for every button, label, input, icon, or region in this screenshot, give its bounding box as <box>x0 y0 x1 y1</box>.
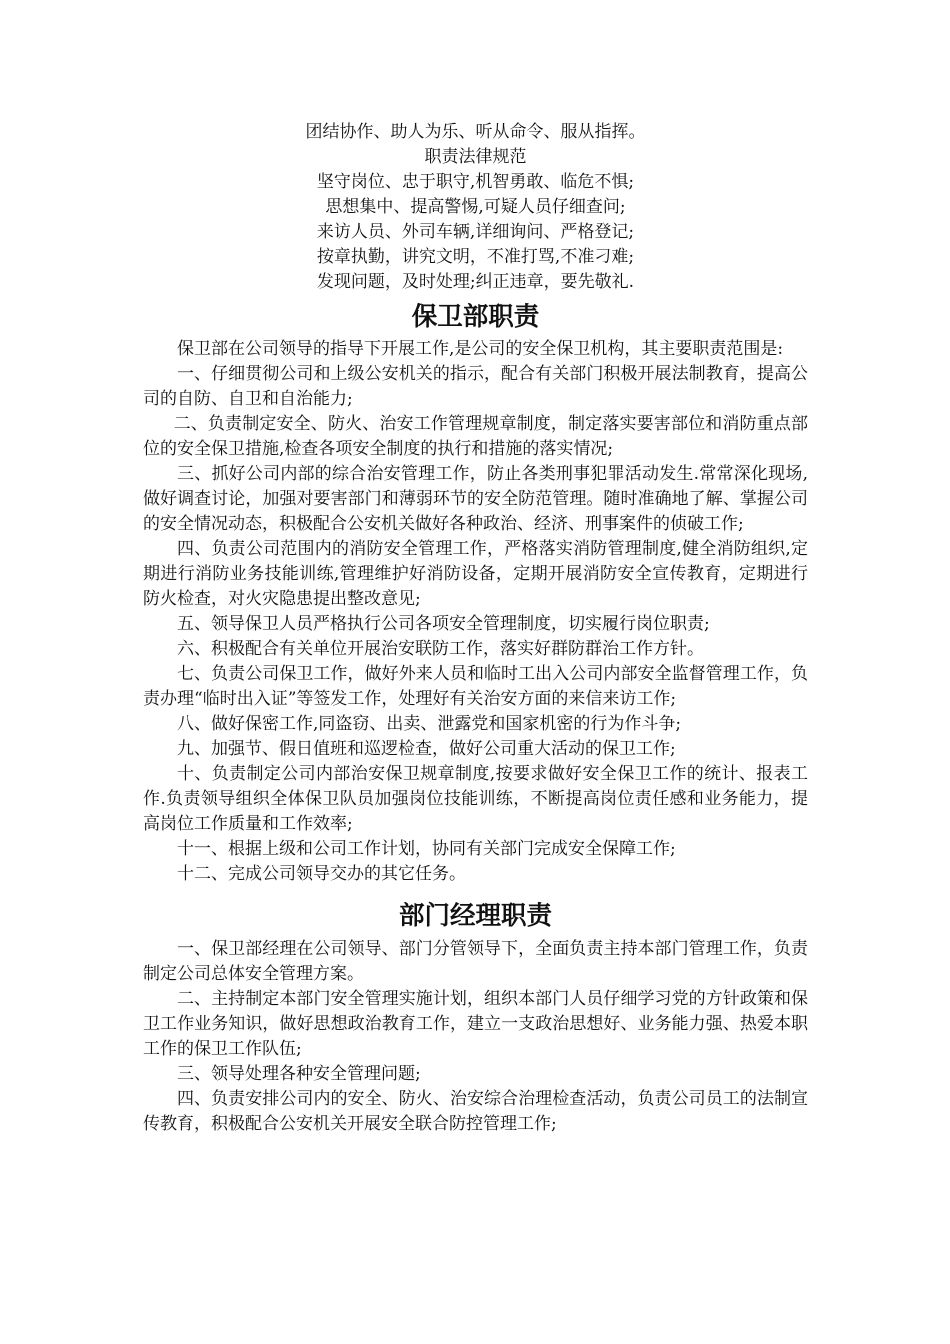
oath-line: 来访人员、外司车辆,详细询问、严格登记; <box>316 222 635 242</box>
duty-paragraph: 保卫部在公司领导的指导下开展工作,是公司的安全保卫机构，其主要职责范围是: <box>177 339 784 359</box>
oath-line: 按章执勤，讲究文明，不准打骂,不准刁难; <box>316 247 635 267</box>
section-title-manager: 部门经理职责 <box>398 901 552 931</box>
manager-duty-paragraph: 一、保卫部经理在公司领导、部门分管领导下，全面负责主持本部门管理工作，负责制定公司总体安全管理方案。 <box>143 939 808 984</box>
oath-line: 团结协作、助人为乐、听从命令、服从指挥。 <box>305 122 646 142</box>
oath-line: 坚守岗位、忠于职守,机智勇敢、临危不惧; <box>316 172 635 192</box>
duty-paragraph: 六、积极配合有关单位开展治安联防工作，落实好群防群治工作方针。 <box>177 639 704 659</box>
duty-paragraph: 二、负责制定安全、防火、治安工作管理规章制度，制定落实要害部位和消防重点部位的安全保卫措施,检查各项安全制度的执行和措施的落实情况; <box>143 414 808 459</box>
manager-duty-paragraph: 三、领导处理各种安全管理问题; <box>177 1064 421 1084</box>
manager-duty-paragraph: 四、负责安排公司内的安全、防火、治安综合治理检查活动，负责公司员工的法制宣传教育，积极配合公安机关开展安全联合防控管理工作; <box>143 1089 808 1134</box>
duty-paragraph: 十二、完成公司领导交办的其它任务。 <box>177 864 466 884</box>
duty-paragraph: 四、负责公司范围内的消防安全管理工作，严格落实消防管理制度,健全消防组织,定期进行消防业务技能训练,管理维护好消防设备，定期开展消防安全宣传教育，定期进行防火检查，对火灾隐患提出整改意见; <box>143 539 808 609</box>
section-title-security-dept: 保卫部职责 <box>411 302 540 332</box>
duty-paragraph: 一、仔细贯彻公司和上级公安机关的指示，配合有关部门积极开展法制教育，提高公司的自防、自卫和自治能力; <box>143 364 808 409</box>
duty-paragraph: 七、负责公司保卫工作，做好外来人员和临时工出入公司内部安全监督管理工作，负责办理“临时出入证”等签发工作，处理好有关治安方面的来信来访工作; <box>143 664 808 709</box>
duty-paragraph: 八、做好保密工作,同盗窃、出卖、泄露党和国家机密的行为作斗争; <box>177 714 682 734</box>
duty-paragraph: 十、负责制定公司内部治安保卫规章制度,按要求做好安全保卫工作的统计、报表工作.负责领导组织全体保卫队员加强岗位技能训练，不断提高岗位责任感和业务能力，提高岗位工作质量和工作效率; <box>143 764 808 834</box>
duty-paragraph: 五、领导保卫人员严格执行公司各项安全管理制度，切实履行岗位职责; <box>177 614 710 634</box>
oath-heading: 职责法律规范 <box>424 147 527 167</box>
duty-paragraph: 九、加强节、假日值班和巡逻检查，做好公司重大活动的保卫工作; <box>177 739 676 759</box>
manager-duty-paragraph: 二、主持制定本部门安全管理实施计划，组织本部门人员仔细学习党的方针政策和保卫工作业务知识，做好思想政治教育工作，建立一支政治思想好、业务能力强、热爱本职工作的保卫工作队伍; <box>143 989 808 1059</box>
oath-line: 思想集中、提高警惕,可疑人员仔细查问; <box>325 197 626 217</box>
duty-paragraph: 三、抓好公司内部的综合治安管理工作，防止各类刑事犯罪活动发生.常常深化现场,做好调查讨论，加强对要害部门和薄弱环节的安全防范管理。随时准确地了解、掌握公司的安全情况动态，积极配合公安机关做好各种政治、经济、刑事案件的侦破工作; <box>143 464 808 534</box>
document-page <box>143 120 808 1137</box>
oath-line: 发现问题，及时处理;纠正违章，要先敬礼. <box>316 272 635 292</box>
duty-paragraph: 十一、根据上级和公司工作计划，协同有关部门完成安全保障工作; <box>177 839 676 859</box>
